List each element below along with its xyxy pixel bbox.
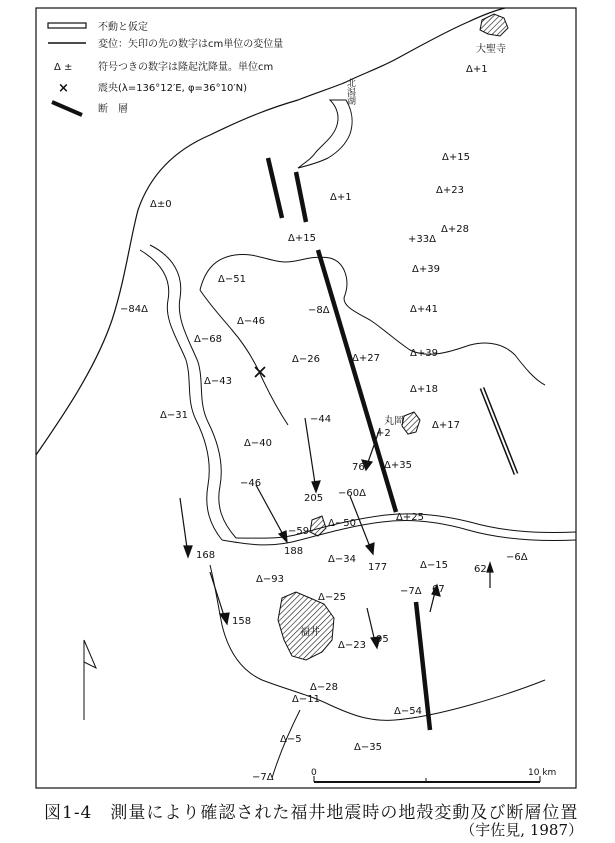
station-label: Δ−28 [310,682,338,693]
displacement-label: 67 [432,584,445,595]
station-label: −60Δ [338,488,366,499]
caption-source: （宇佐見, 1987） [460,821,583,839]
place-maruoka: 丸岡 [384,416,404,427]
legend-item-uplift [54,60,273,73]
station-label: −6Δ [506,552,528,563]
station-label: Δ−54 [394,706,422,717]
fixed-line-inner [482,388,516,474]
station-label: −7Δ [400,586,422,597]
station-label: Δ+35 [384,460,412,471]
station-label: Δ−43 [204,376,232,387]
displacement-label: 95 [376,634,389,645]
place-fukui: 福井 [300,627,320,638]
station-label: Δ+15 [288,233,316,244]
station-label: Δ−50 [328,518,356,529]
station-label: Δ−40 [244,438,272,449]
legend-item-epicenter [58,81,247,96]
displacement-label: 62 [474,564,487,575]
legend-item-displacement [48,37,283,50]
scale-end-label: 10 km [528,768,557,778]
station-label: −84Δ [120,304,148,315]
legend-item-fault [52,102,128,115]
svg-text:震央(λ=136°12′E, φ=36°10′N): 震央(λ=136°12′E, φ=36°10′N) [98,83,248,94]
station-label: Δ+23 [436,185,464,196]
station-label: Δ−34 [328,554,356,565]
station-label: Δ−26 [292,354,320,365]
north-arrow [84,640,96,720]
station-label: Δ−25 [318,592,346,603]
displacement-label: −44 [310,414,332,425]
station-label: −7Δ [252,772,274,783]
station-label: Δ−93 [256,574,284,585]
daishoji-town [480,14,508,36]
fault-line [268,158,282,218]
river-central [222,520,576,545]
map-frame [36,8,576,788]
svg-text:Δ ±: Δ ± [54,62,73,73]
small-town [310,516,326,536]
svg-text:×: × [58,81,69,96]
displacement-arrows [180,418,493,648]
river-west-bank-2 [150,245,236,538]
kitagata-lagoon [298,100,352,168]
legend [48,20,283,115]
station-label: Δ−5 [280,734,302,745]
station-label: Δ−11 [292,694,320,705]
station-label: Δ+17 [432,420,460,431]
station-label: Δ+15 [442,152,470,163]
legend-item-fixed [48,20,148,33]
station-label: Δ±0 [150,199,172,210]
station-label: Δ+41 [410,304,438,315]
station-label: Δ−23 [338,640,366,651]
displacement-label: −59 [288,526,310,537]
svg-text:変位：矢印の先の数字はcm単位の変位量: 変位：矢印の先の数字はcm単位の変位量 [98,39,284,50]
displacement-label: −46 [240,478,262,489]
station-label: Δ−68 [194,334,222,345]
epicenter-x-mark [255,367,265,377]
displacement-label: 205 [304,493,324,504]
station-label: Δ+18 [410,384,438,395]
station-label: Δ−51 [218,274,246,285]
station-label: Δ+39 [410,348,438,359]
caption-title: 図1-4 測量により確認された福井地震時の地殻変動及び断層位置 [44,803,579,823]
station-label: Δ+27 [352,353,380,364]
hill-boundary-west [200,290,288,425]
station-label: Δ+1 [330,192,352,203]
svg-text:不動と仮定: 不動と仮定 [98,22,148,33]
displacement-label: 158 [232,616,252,627]
displacement-label: +2 [376,428,391,439]
station-label: −8Δ [308,305,330,316]
displacement-label: 76 [352,462,365,473]
station-label: Δ+25 [396,512,424,523]
scale-start-label: 0 [311,768,317,778]
displacement-label: 188 [284,546,304,557]
displacement-label: 168 [196,550,216,561]
station-label: Δ+39 [412,264,440,275]
station-label: +33Δ [408,234,436,245]
maruoka-town [402,412,420,434]
place-daishoji: 大聖寺 [476,44,506,55]
station-label: Δ+28 [441,224,469,235]
svg-text:符号つきの数字は隆起沈降量。単位cm: 符号つきの数字は隆起沈降量。単位cm [98,62,274,73]
station-label: Δ+1 [466,64,488,75]
station-label: Δ−46 [237,316,265,327]
scale-bar [311,768,556,782]
station-label: Δ−31 [160,410,188,421]
station-label: Δ−15 [420,560,448,571]
figure-caption [0,796,615,843]
displacement-label: 177 [368,562,388,573]
svg-text:断 層: 断 層 [98,104,128,115]
station-label: Δ−35 [354,742,382,753]
fault-line [296,172,306,222]
place-kitagata: 北潟湖 [345,78,355,105]
